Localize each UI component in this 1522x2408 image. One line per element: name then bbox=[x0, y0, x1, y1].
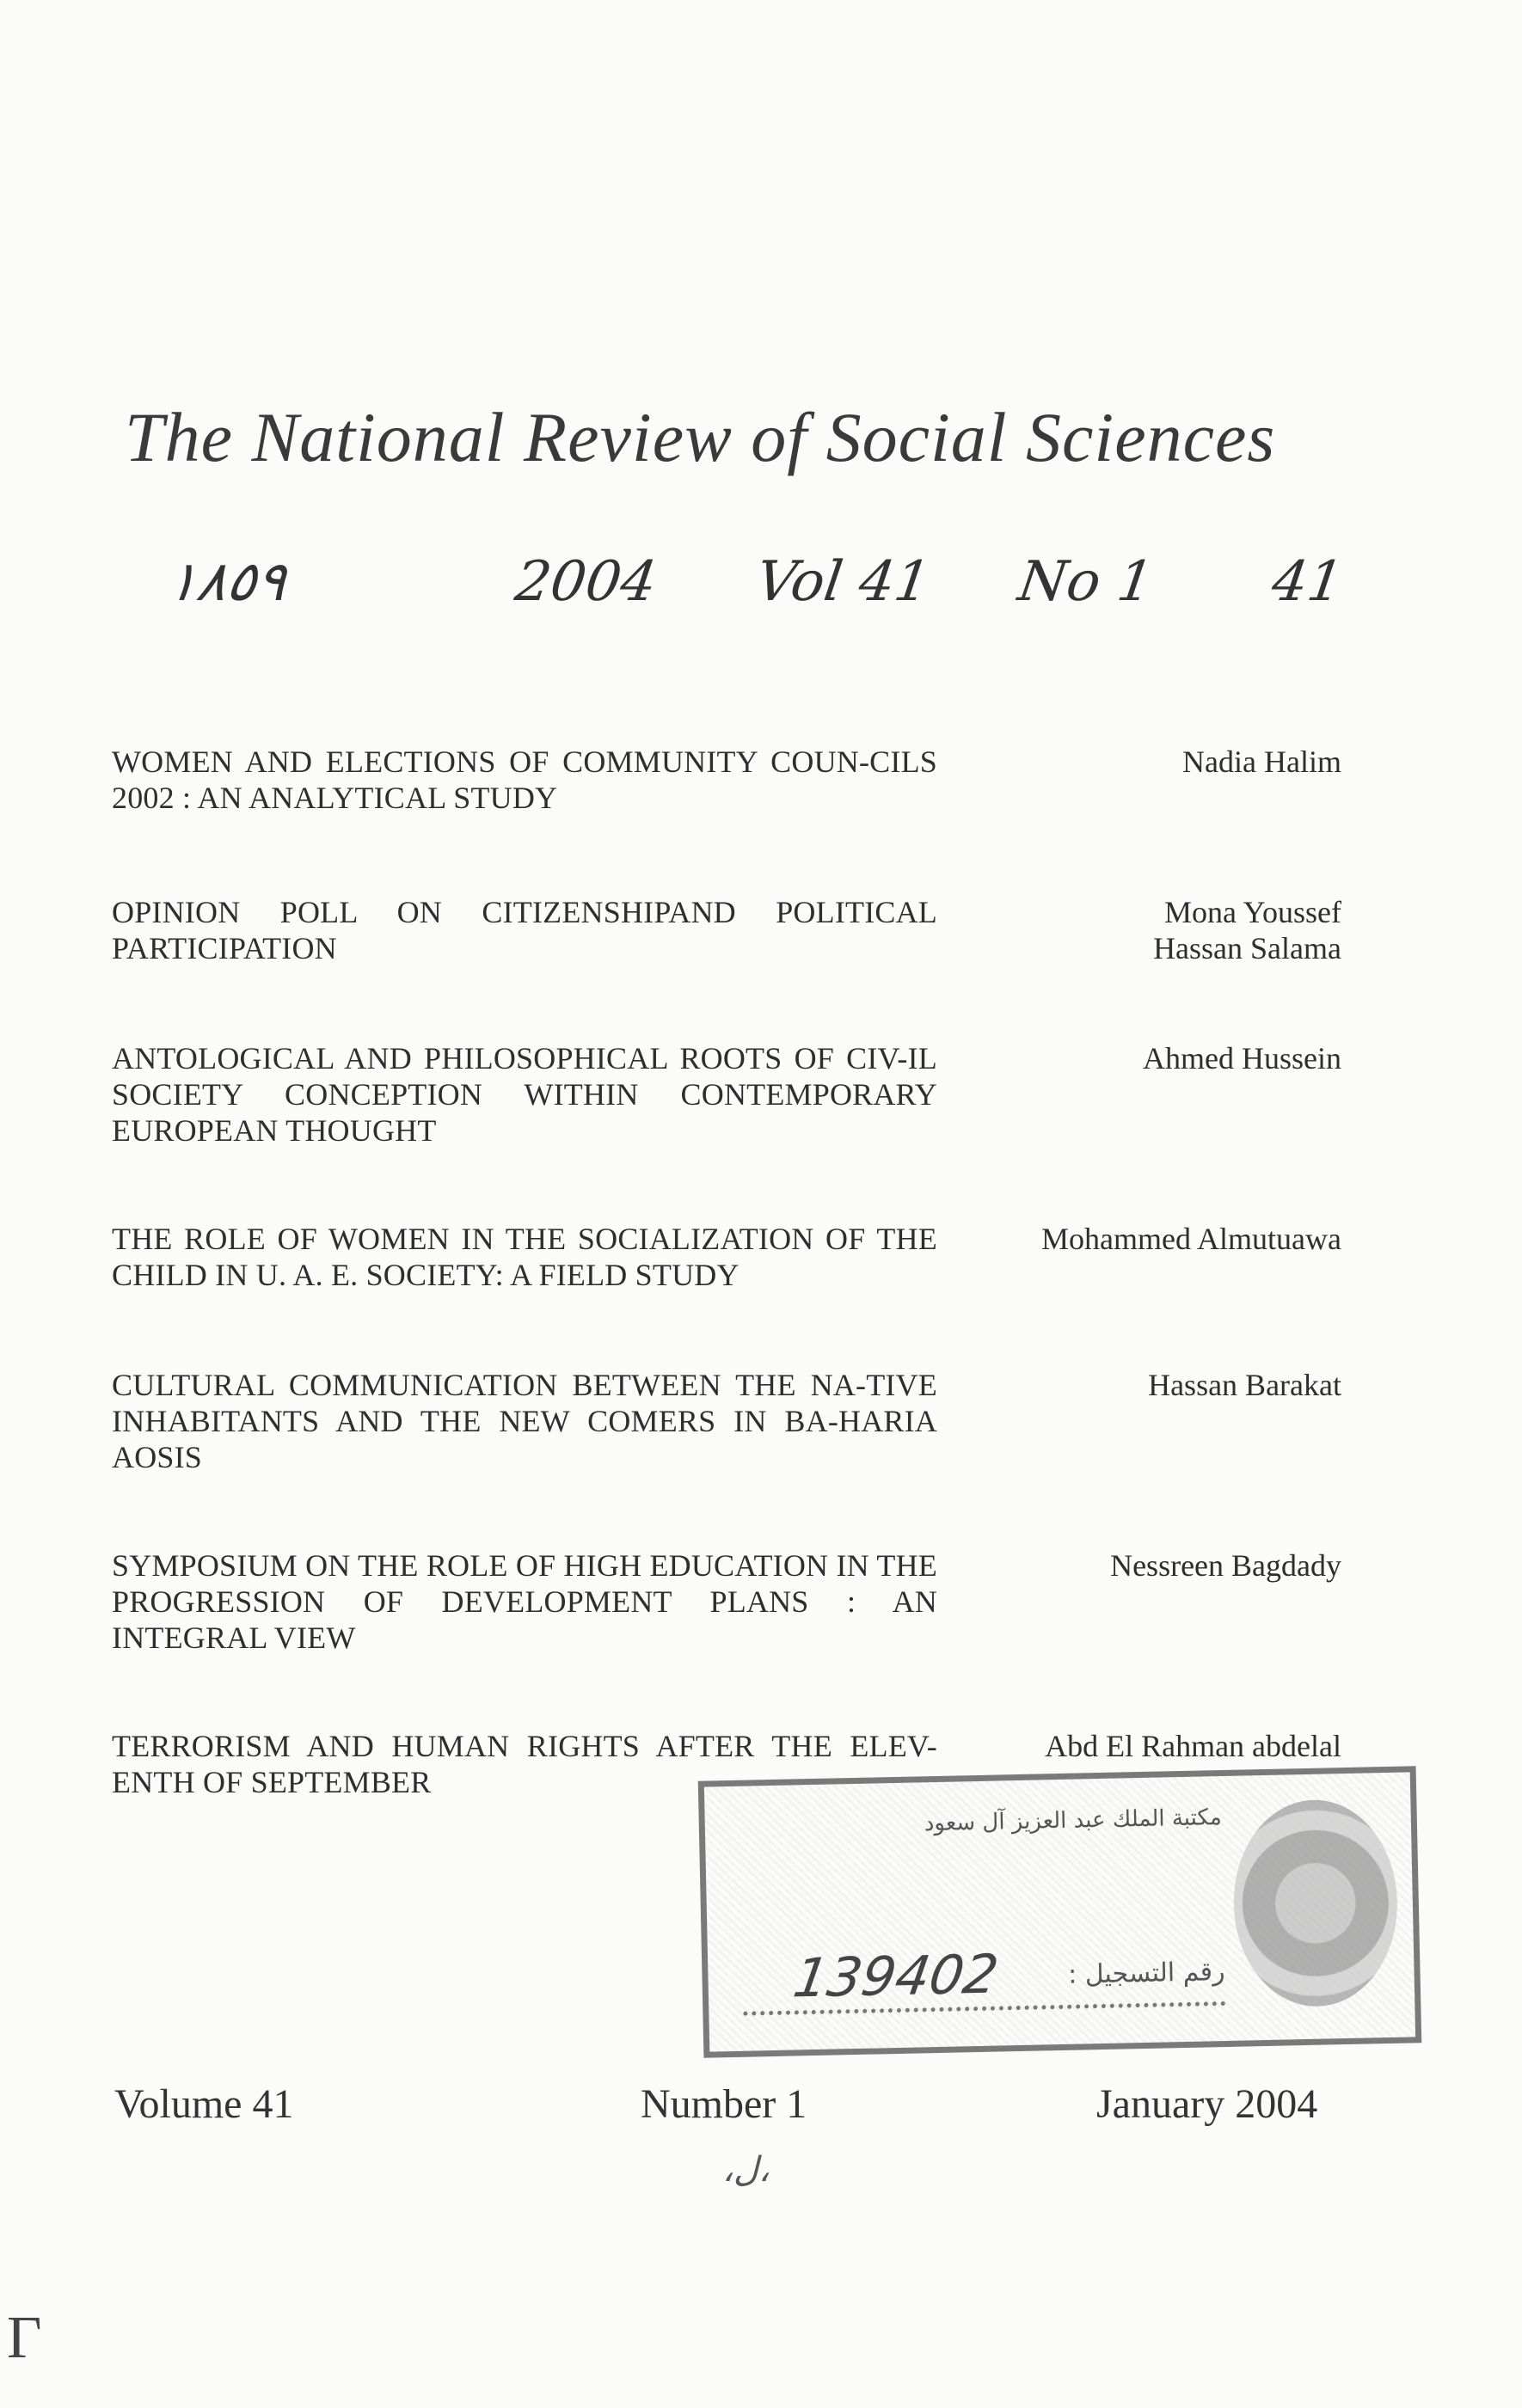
author-name: Hassan Salama bbox=[1153, 931, 1341, 965]
article-title: WOMEN AND ELECTIONS OF COMMUNITY COUN-CILS 2002 : AN ANALYTICAL STUDY bbox=[112, 744, 937, 815]
handwritten-note: 2004 bbox=[511, 550, 661, 614]
article-title: THE ROLE OF WOMEN IN THE SOCIALIZATION OF THE CHILD IN U. A. E. SOCIETY: A FIELD STUDY bbox=[112, 1222, 937, 1292]
handwritten-note: Vol 41 bbox=[752, 550, 935, 614]
registration-label: رقم التسجيل : bbox=[1067, 1956, 1225, 1990]
article-authors bbox=[963, 744, 1341, 780]
article-title: SYMPOSIUM ON THE ROLE OF HIGH EDUCATION IN THE PROGRESSION OF DEVELOPMENT PLANS : AN INTEGRAL VIEW bbox=[112, 1548, 937, 1655]
author-name: Hassan Barakat bbox=[1148, 1368, 1341, 1402]
article-title: CULTURAL COMMUNICATION BETWEEN THE NA-TIVE INHABITANTS AND THE NEW COMERS IN BA-HARIA AOSIS bbox=[112, 1368, 937, 1474]
article-authors bbox=[963, 1040, 1341, 1076]
article-authors bbox=[963, 1547, 1341, 1584]
article-title: ANTOLOGICAL AND PHILOSOPHICAL ROOTS OF CIV-IL SOCIETY CONCEPTION WITHIN CONTEMPORARY EUROPEAN THOUGHT bbox=[112, 1041, 937, 1148]
issue-number-label: Number 1 bbox=[641, 2081, 807, 2127]
handwritten-note: 41 bbox=[1267, 550, 1347, 614]
issue-date-label: January 2004 bbox=[1096, 2081, 1318, 2127]
handwritten-note: No 1 bbox=[1014, 550, 1157, 614]
seal-icon bbox=[1231, 1798, 1399, 2008]
author-name: Nessreen Bagdady bbox=[1110, 1548, 1341, 1583]
handwritten-note: ١٨٥٩ bbox=[163, 550, 291, 614]
article-title: TERRORISM AND HUMAN RIGHTS AFTER THE ELEV-ENTH OF SEPTEMBER bbox=[112, 1729, 937, 1799]
margin-mark: Γ bbox=[7, 2305, 42, 2371]
article-title: OPINION POLL ON CITIZENSHIPAND POLITICAL PARTICIPATION bbox=[112, 895, 937, 965]
author-name: Nadia Halim bbox=[1182, 744, 1341, 779]
handwritten-mark: ،ل، bbox=[722, 2150, 770, 2189]
article-authors bbox=[963, 1728, 1341, 1764]
article-authors bbox=[963, 1221, 1341, 1257]
registration-number: 139402 bbox=[789, 1942, 1003, 2010]
author-name: Ahmed Hussein bbox=[1143, 1041, 1341, 1075]
stamp-text: مكتبة الملك عبد العزيز آل سعود bbox=[924, 1804, 1223, 1837]
journal-title: The National Review of Social Sciences bbox=[125, 398, 1276, 476]
library-stamp bbox=[698, 1766, 1422, 2057]
author-name: Mohammed Almutuawa bbox=[1041, 1222, 1341, 1256]
author-name: Mona Youssef bbox=[1163, 895, 1341, 929]
article-authors bbox=[963, 1367, 1341, 1403]
volume-label: Volume 41 bbox=[114, 2081, 294, 2127]
article-authors bbox=[963, 894, 1341, 966]
author-name: Abd El Rahman abdelal bbox=[1045, 1729, 1341, 1763]
